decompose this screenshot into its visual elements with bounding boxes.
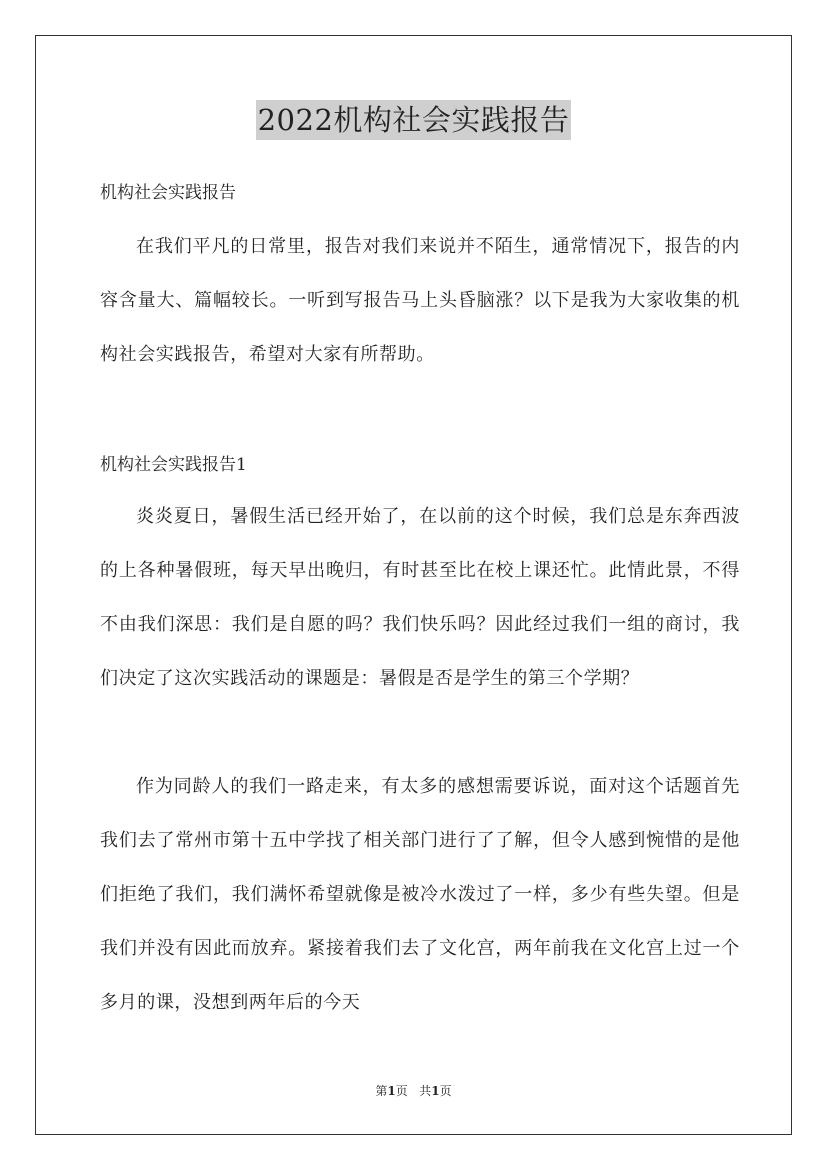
body-paragraph-1: 炎炎夏日，暑假生活已经开始了，在以前的这个时候，我们总是东奔西波的上各种暑假班，每天早出晚归，有时甚至比在校上课还忙。此情此景，不得不由我们深思：我们是自愿的吗？我们快乐吗？因此经过我们一组的商讨，我们决定了这次实践活动的课题是：暑假是否是学生的第三个学期？ xyxy=(100,506,740,689)
section-heading: 机构社会实践报告1 xyxy=(100,455,247,475)
document-title: 2022机构社会实践报告 xyxy=(256,100,572,140)
total-suffix: 页 xyxy=(439,1084,452,1098)
page-prefix: 第 xyxy=(375,1084,388,1098)
title-container xyxy=(0,100,827,140)
page-footer xyxy=(0,1082,827,1099)
total-prefix: 共 xyxy=(419,1084,432,1098)
document-subtitle: 机构社会实践报告 xyxy=(100,183,236,203)
total-number: 1 xyxy=(431,1084,440,1098)
page-suffix: 页 xyxy=(395,1084,408,1098)
intro-paragraph: 在我们平凡的日常里，报告对我们来说并不陌生，通常情况下，报告的内容含量大、篇幅较长。一听到写报告马上头昏脑涨？以下是我为大家收集的机构社会实践报告，希望对大家有所帮助。 xyxy=(100,236,740,365)
body-paragraph-2: 作为同龄人的我们一路走来，有太多的感想需要诉说，面对这个话题首先我们去了常州市第十五中学找了相关部门进行了了解，但令人感到惋惜的是他们拒绝了我们，我们满怀希望就像是被冷水泼过了一样，多少有些失望。但是我们并没有因此而放弃。紧接着我们去了文化宫，两年前我在文化宫上过一个多月的课，没想到两年后的今天 xyxy=(100,776,740,1013)
page-number: 1 xyxy=(387,1084,396,1098)
